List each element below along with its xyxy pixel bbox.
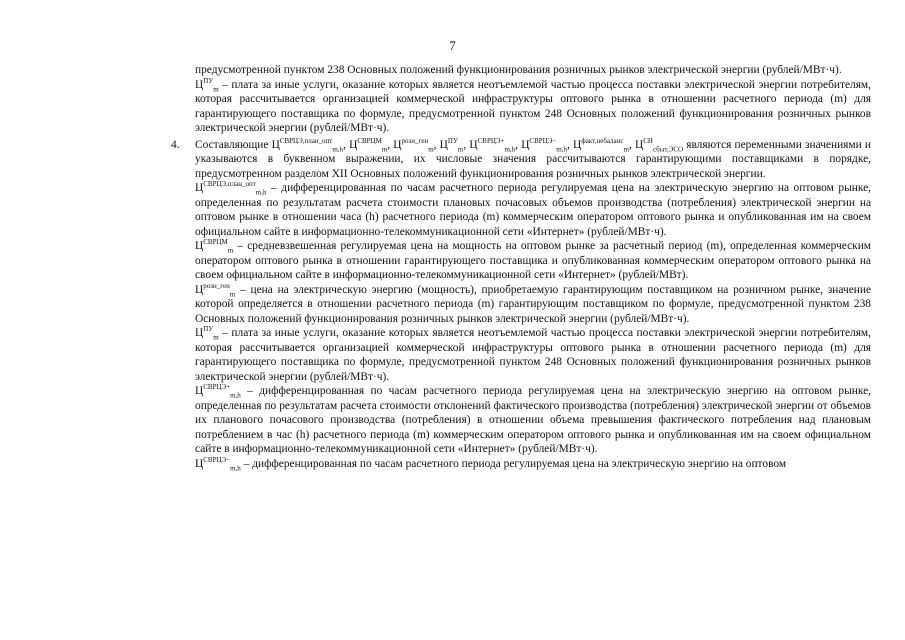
symbol-sub: m (213, 84, 219, 93)
paragraph: $Ц^{СВРЦМ}_m$ – средневзвешенная регулируемая цена на мощность на оптовом рынке за расчетный период (m), определенная коммерческим оператором оптового рынка в отношении гарантирующего поставщика и опубликованная коммерческим оператором оптового рынка на своем официальном сайте в информационно-телекоммуникационной сети «Интернет» (рублей/МВт). (195, 238, 871, 281)
symbol: $Ц^{факт,небаланс}_m$ (573, 136, 629, 153)
item-4: 4. Составляющие $Ц^{СВРЦЭ,план\_опт}_{m,h}$, $Ц^{СВРЦМ}_m$, $Ц^{розн\_ген}_m$, $Ц^{ПУ}_m$, $Ц^{СВРЦЭ+}_{m,h}$, $Ц^{СВРЦЭ-}_{m,h}$, $Ц^{факт,небаланс}_m$, $Ц^{СН}_{сбыт,ЭСО}$ являются переменными значениями и указываются в буквенном выражении, их числовые значения рассчитываются гарантирующими поставщиками в порядке, предусмотренном разделом XII Основных положений функционирования розничных рынков электрической энергии. (171, 136, 871, 180)
paragraph: $Ц^{СВРЦЭ-}_{m,h}$ – дифференцированная по часам расчетного периода регулируемая цена на электрическую энергию на оптовом (195, 455, 787, 472)
symbol: $Ц^{розн\_ген}_m$ (195, 281, 236, 298)
symbol: $Ц^{СВРЦЭ+}_{m,h}$ (195, 383, 241, 400)
paragraph: $Ц^{ПУ}_m$ – плата за иные услуги, оказание которых является неотъемлемой частью процесса поставки электрической энергии потребителям, которая рассчитывается организацией коммерческой инфраструктуры оптового рынка в отношении расчетного периода (m) для гарантирующего поставщика по формуле, предусмотренной пунктом 248 Основных положений функционирования розничных рынков электрической энергии (рублей/МВт·ч). (195, 325, 871, 383)
symbol: $Ц^{ПУ}_m$ (439, 136, 464, 153)
paragraph: $Ц^{розн\_ген}_m$ – цена на электрическую энергию (мощность), приобретаемую гарантирующим поставщиком на розничном рынке, значение которой определяется в отношении расчетного периода (m) гарантирующим поставщиком по формуле, предусмотренной пунктом 238 Основных положений функционирования розничных рынков электрической энергии (рублей/МВт·ч). (195, 281, 871, 325)
symbol: $Ц^{СВРЦЭ-}_{m,h}$ (195, 455, 241, 472)
symbol: $Ц^{СВРЦМ}_m$ (195, 238, 234, 255)
symbol: $Ц^{ПУ}_m$ (195, 76, 219, 93)
symbol: $Ц^{ПУ}_m$ (195, 325, 219, 342)
symbol: $Ц^{СВРЦЭ,план\_опт}_{m,h}$ (271, 136, 344, 153)
symbol-sup: ПУ (203, 76, 214, 85)
symbol: $Ц^{СВРЦМ}_m$ (349, 136, 388, 153)
paragraph: $Ц^{ПУ}_m$ – плата за иные услуги, оказание которых является неотъемлемой частью процесса поставки электрической энергии потребителям, которая рассчитывается организацией коммерческой инфраструктуры оптового рынка в отношении расчетного периода (m) для гарантирующего поставщика по формуле, предусмотренной пунктом 248 Основных положений функционирования розничных рынков электрической энергии (рублей/МВт·ч). (195, 76, 871, 134)
page-body (171, 63, 871, 472)
item-number: 4. (171, 138, 180, 151)
paragraph: $Ц^{СВРЦЭ+}_{m,h}$ – дифференцированная по часам расчетного периода регулируемая цена на электрическую энергию на оптовом рынке, определенная по результатам расчета стоимости отклонений фактического производства (потребления) электрической энергии от объемов их планового почасового производства (потребления) в отношении объема превышения фактического потребления над плановым потреблением в час (h) расчетного периода (m) коммерческим оператором оптового рынка и опубликованная им на своем официальном сайте в информационно-телекоммуникационной сети «Интернет» (рублей/МВт·ч). (195, 383, 871, 455)
symbol: $Ц^{СВРЦЭ-}_{m,h}$ (521, 136, 567, 153)
paragraph: предусмотренной пунктом 238 Основных положений функционирования розничных рынков электрической энергии (рублей/МВт·ч). (195, 64, 842, 76)
page-number: 7 (449, 38, 456, 53)
symbol: $Ц^{СВРЦЭ+}_{m,h}$ (469, 136, 516, 153)
symbol: $Ц^{розн\_ген}_m$ (393, 136, 434, 153)
paragraph: $Ц^{СВРЦЭ,план\_опт}_{m,h}$ – дифференцированная по часам расчетного периода регулируемая цена на электрическую энергию на оптовом рынке, определенная по результатам расчета стоимости плановых почасовых объемов производства (потребления) электрической энергии на оптовом рынке в отношении часа (h) расчетного периода (m) коммерческим оператором оптового рынка и опубликованная им на своем официальном сайте в информационно-телекоммуникационной сети «Интернет» (рублей/МВт·ч). (195, 180, 871, 238)
symbol: $Ц^{СВРЦЭ,план\_опт}_{m,h}$ (195, 180, 267, 197)
symbol: $Ц^{СН}_{сбыт,ЭСО}$ (634, 136, 684, 153)
